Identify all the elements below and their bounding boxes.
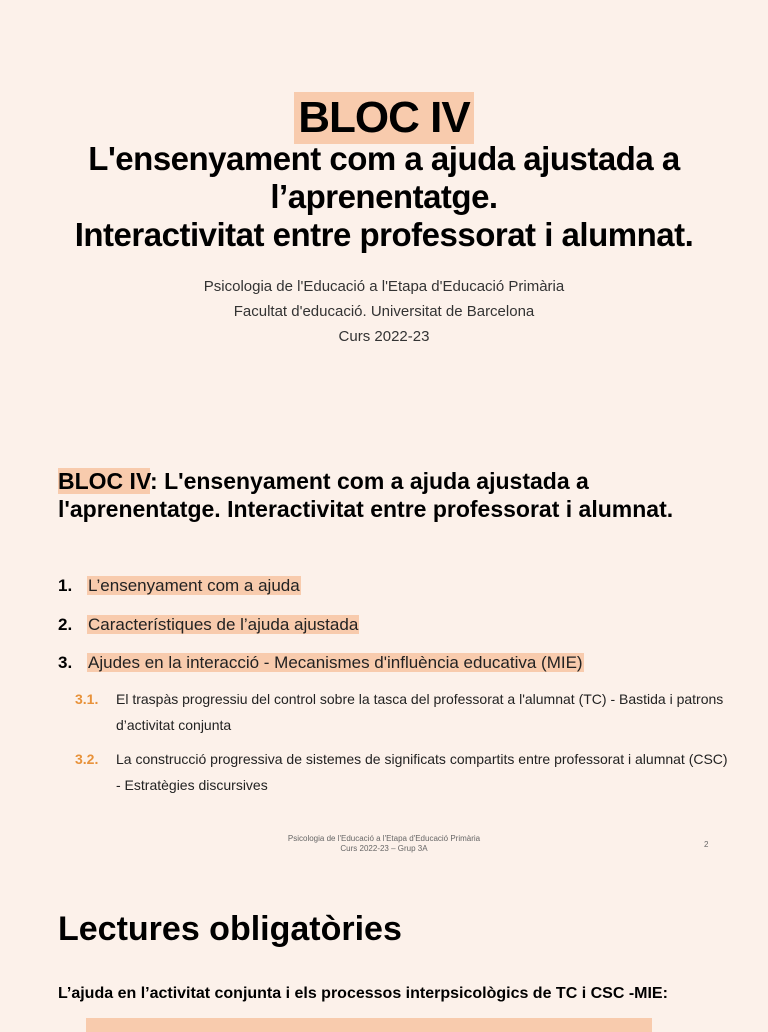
index-heading-bloc: BLOC IV: [58, 468, 151, 494]
course-info-line-1: Psicologia de l'Educació a l'Etapa d'Educació Primària: [203, 278, 565, 295]
main-title-line-2: l’aprenentatge.: [270, 178, 498, 215]
list-item-text: Característiques de l’ajuda ajustada: [88, 615, 359, 634]
sub-list-item: [75, 686, 735, 738]
slide-footer: [0, 834, 768, 854]
main-title-line-3: Interactivitat entre professorat i alumnat.: [74, 216, 694, 253]
list-item-text: L’ensenyament com a ajuda: [88, 576, 300, 595]
footer-line-1: Psicologia de l'Educació a l'Etapa d'Educació Primària: [287, 834, 481, 843]
list-item-text: Ajudes en la interacció - Mecanismes d'influència educativa (MIE): [88, 653, 583, 672]
sub-list-item-number: 3.1.: [75, 691, 99, 707]
course-info-line-2: Facultat d'educació. Universitat de Barcelona: [233, 303, 535, 320]
course-info-line-3: Curs 2022-23: [338, 328, 430, 345]
readings-slide: [0, 880, 768, 1024]
list-item-number: 2.: [58, 615, 73, 634]
list-item-number: 3.: [58, 653, 73, 672]
sub-list-item-text: El traspàs progressiu del control sobre la tasca del professorat a l'alumnat (TC) - Bastida i patrons d’activitat conjunta: [116, 691, 724, 733]
readings-subtitle: L’ajuda en l’activitat conjunta i els processos interpsicològics de TC i CSC -MIE:: [58, 985, 668, 1002]
sub-list-item: [75, 746, 735, 798]
main-title-line-1: L'ensenyament com a ajuda ajustada a: [88, 140, 680, 177]
list-item-number: 1.: [58, 576, 73, 595]
cut-off-reading-highlight: [86, 1018, 652, 1032]
course-info: [0, 274, 768, 349]
title-slide: [0, 0, 768, 440]
index-heading: [58, 467, 698, 523]
index-slide: [0, 440, 768, 870]
sub-list-item-number: 3.2.: [75, 751, 99, 767]
list-item: [58, 651, 584, 675]
list-item: [58, 574, 301, 598]
main-title: [0, 140, 768, 254]
list-item: [58, 613, 359, 637]
bloc-label-text: BLOC IV: [294, 92, 473, 144]
index-heading-text: : L'ensenyament com a ajuda ajustada a l'aprenentatge. Interactivitat entre professorat i alumnat.: [58, 468, 674, 522]
bloc-label: [0, 92, 768, 144]
page-number: 2: [704, 840, 709, 849]
readings-title: Lectures obligatòries: [58, 910, 402, 948]
footer-line-2: Curs 2022-23 – Grup 3A: [340, 844, 428, 853]
sub-list-item-text: La construcció progressiva de sistemes de significats compartits entre professorat i alumnat (CSC) - Estratègies discursives: [116, 751, 728, 793]
